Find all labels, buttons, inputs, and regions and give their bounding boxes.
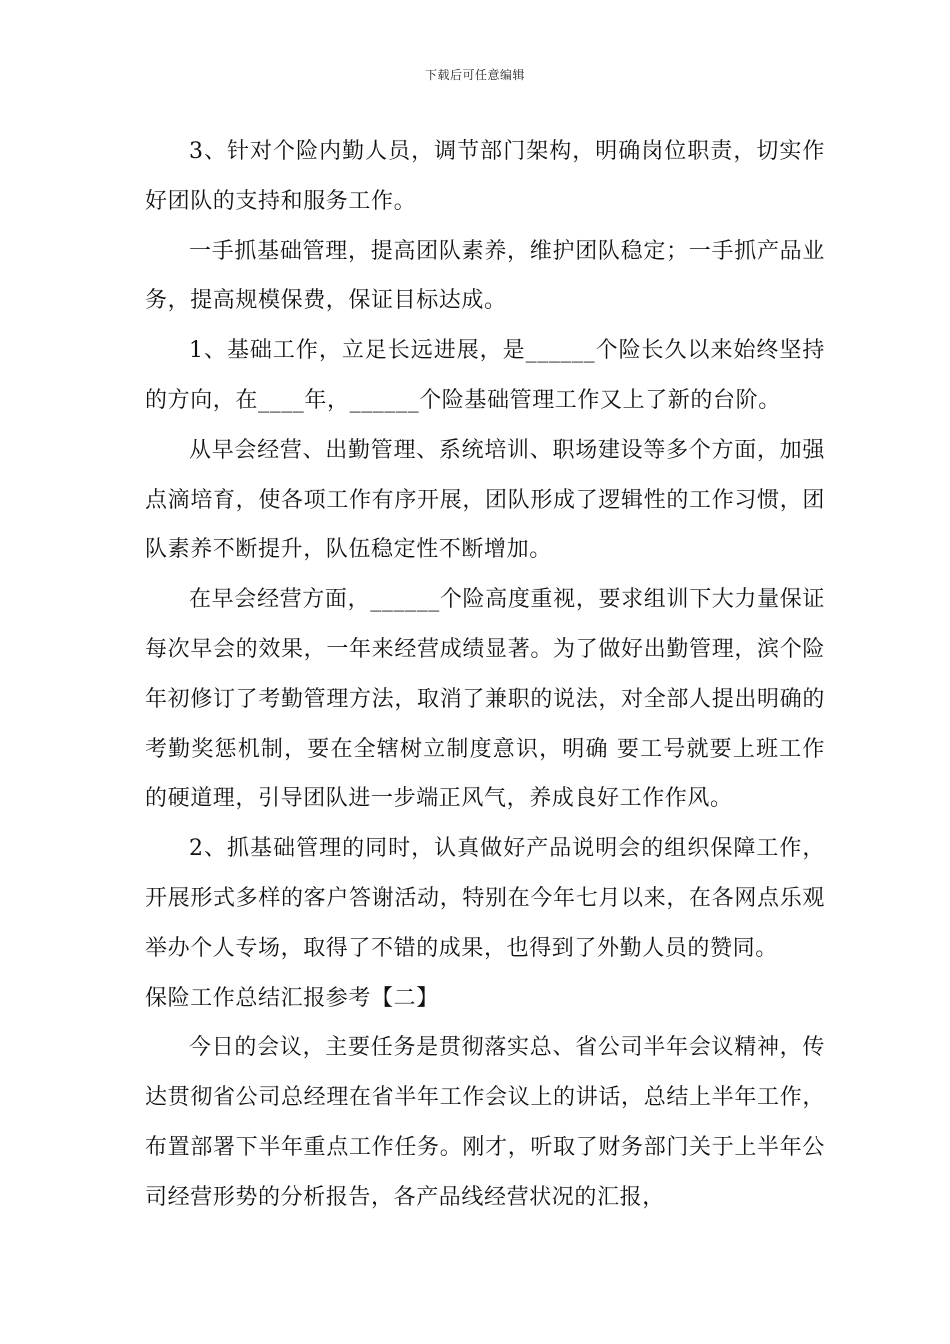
- paragraph-5: 在早会经营方面，______个险高度重视，要求组训下大力量保证每次早会的效果，一年来经营成绩显著。为了做好出勤管理，滨个险年初修订了考勤管理方法，取消了兼职的说法，对全部人提出明确的考勤奖惩机制，要在全辖树立制度意识，明确 要工号就要上班工作的硬道理，引导团队进一步端正风气，养成良好工作作风。: [145, 587, 825, 812]
- document-body: [145, 127, 825, 1223]
- paragraph-7: 今日的会议，主要任务是贯彻落实总、省公司半年会议精神，传达贯彻省公司总经理在省半年工作会议上的讲话，总结上半年工作，布置部署下半年重点工作任务。刚才，听取了财务部门关于上半年公司经营形势的分析报告，各产品线经营状况的汇报，: [145, 1035, 825, 1210]
- paragraph-1: 3、针对个险内勤人员，调节部门架构，明确岗位职责，切实作好团队的支持和服务工作。: [145, 139, 825, 214]
- paragraph-2: 一手抓基础管理，提高团队素养，维护团队稳定；一手抓产品业务，提高规模保费，保证目标达成。: [145, 238, 825, 314]
- paragraph-3: 1、基础工作，立足长远进展，是______个险长久以来始终坚持的方向，在____年，______个险基础管理工作又上了新的台阶。: [145, 338, 825, 413]
- paragraph-4: 从早会经营、出勤管理、系统培训、职场建设等多个方面，加强点滴培育，使各项工作有序开展，团队形成了逻辑性的工作习惯，团队素养不断提升，队伍稳定性不断增加。: [145, 437, 825, 563]
- header-note: 下载后可任意编辑: [424, 68, 525, 82]
- paragraph-6: 2、抓基础管理的同时，认真做好产品说明会的组织保障工作，开展形式多样的客户答谢活动，特别在今年七月以来，在各网点乐观举办个人专场，取得了不错的成果，也得到了外勤人员的赞同。: [145, 836, 825, 961]
- section-heading: 保险工作总结汇报参考【二】: [145, 985, 439, 1011]
